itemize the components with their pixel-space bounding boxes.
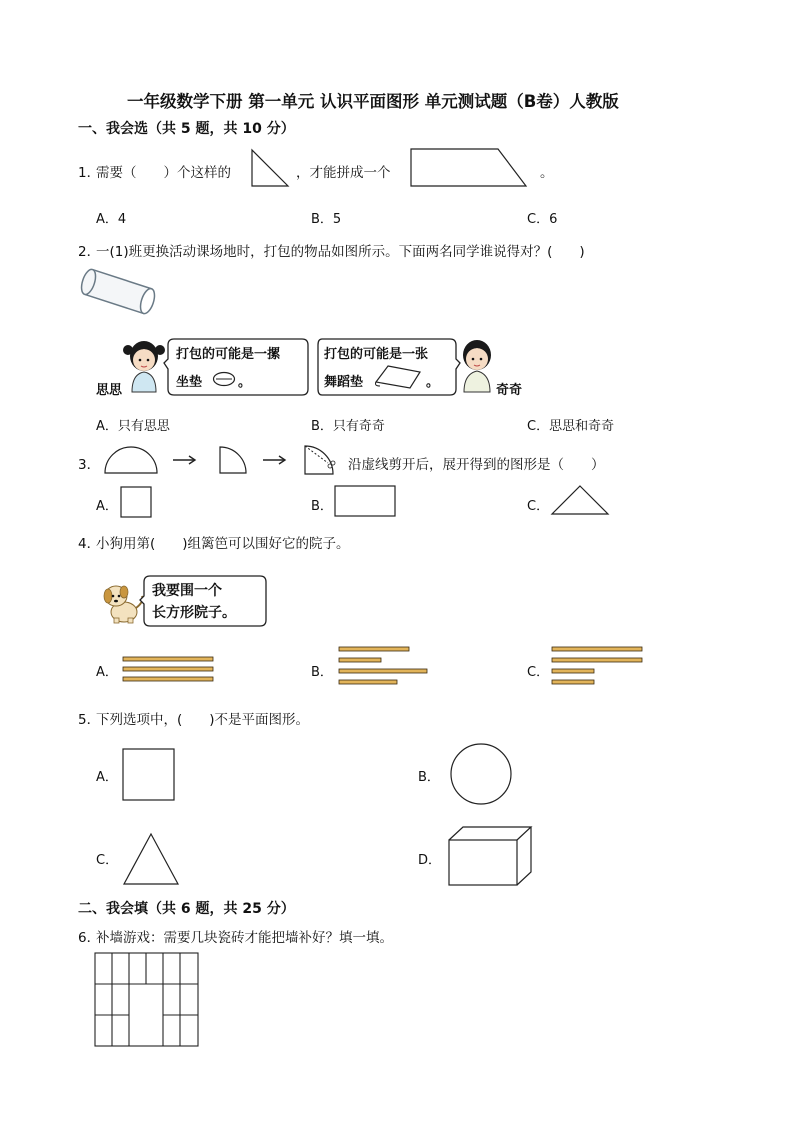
section-heading-choice: 一、我会选（共 5 题，共 10 分） [78,121,295,137]
section-heading-fill: 二、我会填（共 6 题，共 25 分） [78,901,295,917]
q5-text: 下列选项中，( )不是平面图形。 [96,712,310,728]
quarter-circle-figure [218,445,248,475]
q5-option-c-triangle [122,832,180,886]
q4-option-a[interactable]: A． [96,665,118,680]
name-sisi: 思思 [96,383,123,398]
girl-sisi-icon [120,338,168,392]
q2-text: 一(1)班更换活动课场地时，打包的物品如图所示。下面两名同学谁说得对？( ) [96,244,585,260]
q1-option-c[interactable]: C．6 [527,212,558,227]
cushion-icon [212,371,236,387]
q4-option-c[interactable]: C． [527,665,550,680]
q2-option-c[interactable]: C．思思和奇奇 [527,419,615,434]
q4-option-b[interactable]: B． [311,665,333,680]
q4-option-a-fence-sticks [122,655,216,687]
bubble-qiqi-period: 。 [426,375,440,390]
q5-option-d[interactable]: D． [418,853,442,868]
bubble-puppy-line2: 长方形院子。 [152,605,236,621]
q1-text-a: 需要（ ）个这样的 [96,165,231,181]
arrow-right-icon [172,454,198,466]
q6-text: 补墙游戏：需要几块瓷砖才能把墙补好？填一填。 [96,930,393,946]
q1-option-a[interactable]: A．4 [96,212,127,227]
q6-number: 6． [78,930,101,946]
q5-option-b[interactable]: B． [418,770,440,785]
dance-mat-icon [374,364,424,390]
q3-option-c[interactable]: C． [527,499,550,514]
q3-number: 3． [78,457,101,473]
q5-option-d-cuboid [448,826,534,888]
semicircle-figure [103,445,159,475]
bubble-qiqi-line1: 打包的可能是一张 [324,347,429,362]
q4-number: 4． [78,536,101,552]
q4-option-b-fence-sticks [338,645,432,689]
q5-option-c[interactable]: C． [96,853,119,868]
name-qiqi: 奇奇 [496,383,523,398]
boy-qiqi-icon [456,338,498,392]
arrow-right-icon [262,454,288,466]
q1-trapezoid-figure [410,148,530,188]
q1-text-c: 。 [540,165,554,181]
q3-option-b[interactable]: B． [311,499,333,514]
bubble-sisi-line2: 坐垫 [176,375,203,390]
q1-triangle-figure [250,148,290,188]
q3-option-a-square [120,486,152,518]
q5-option-b-circle [449,742,513,806]
q3-option-c-triangle [550,484,610,516]
bubble-qiqi-line2: 舞蹈垫 [324,375,364,390]
q4-text: 小狗用第( )组篱笆可以围好它的院子。 [96,536,350,552]
folded-sector-with-cut-line [302,443,338,477]
q2-option-a[interactable]: A．只有思思 [96,419,170,434]
q2-option-b[interactable]: B．只有奇奇 [311,419,385,434]
q2-number: 2． [78,244,101,260]
bubble-sisi-line1: 打包的可能是一摞 [176,347,281,362]
q1-number: 1． [78,165,101,181]
q3-option-b-rectangle [334,485,396,517]
q3-option-a[interactable]: A． [96,499,118,514]
bubble-sisi-period: 。 [238,375,252,390]
bubble-puppy-line1: 我要围一个 [152,583,222,599]
q5-option-a-square [122,748,176,802]
q5-number: 5． [78,712,101,728]
page-title: 一年级数学下册 第一单元 认识平面图形 单元测试题（B卷）人教版 [127,92,619,111]
q3-text: 沿虚线剪开后，展开得到的图形是（ ） [348,457,605,473]
wall-tile-grid [94,952,200,1048]
q4-option-c-fence-sticks [551,645,647,689]
q5-option-a[interactable]: A． [96,770,118,785]
q1-text-b: ，才能拼成一个 [296,165,391,181]
rolled-package-illustration [78,265,160,325]
q1-option-b[interactable]: B．5 [311,212,342,227]
